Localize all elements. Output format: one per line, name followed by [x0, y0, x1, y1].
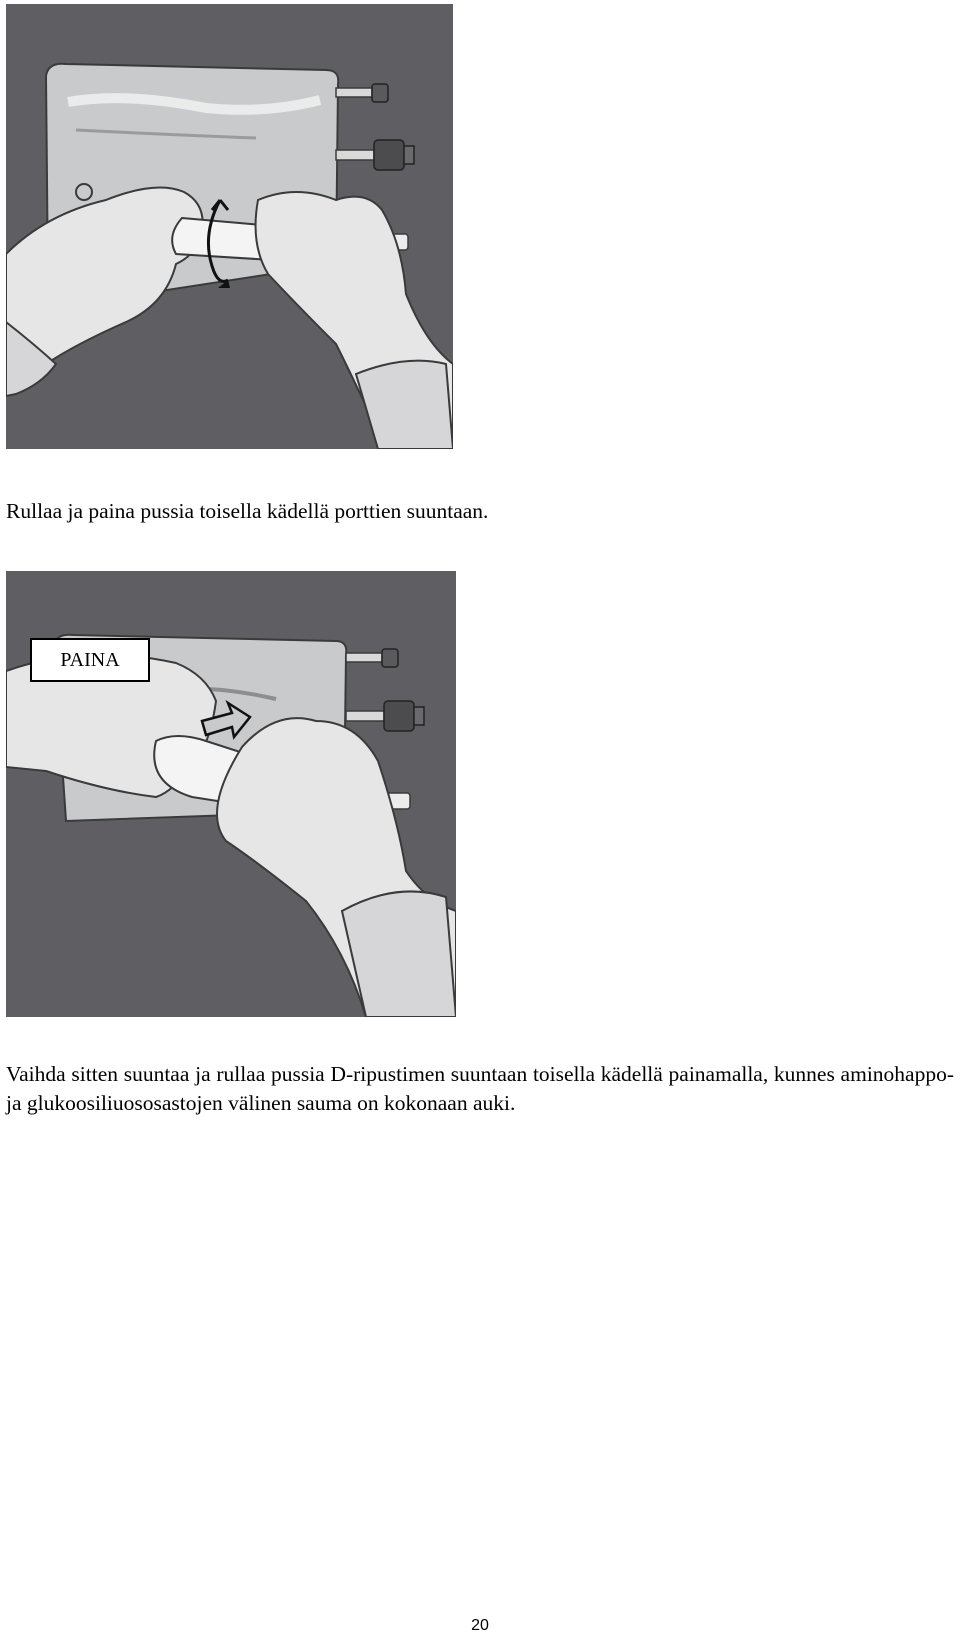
caption-figure-2: Vaihda sitten suuntaa ja rullaa pussia D-ripustimen suuntaan toisella kädellä painamalla, kunnes aminohappo- ja glukoosiliuososastojen välinen sauma on kokonaan auki.: [6, 1062, 954, 1116]
port-top: [336, 84, 388, 102]
roll-bag-drawing: [6, 4, 453, 449]
illustration-roll-bag: [6, 4, 453, 449]
port-middle: [336, 140, 414, 170]
caption-figure-1: Rullaa ja paina pussia toisella kädellä porttien suuntaan.: [6, 499, 489, 523]
port-middle: [346, 701, 424, 731]
port-top: [346, 649, 398, 667]
page-number: 20: [471, 1617, 489, 1634]
illustration-press-bag: [6, 571, 456, 1017]
paina-label: PAINA: [30, 638, 150, 682]
